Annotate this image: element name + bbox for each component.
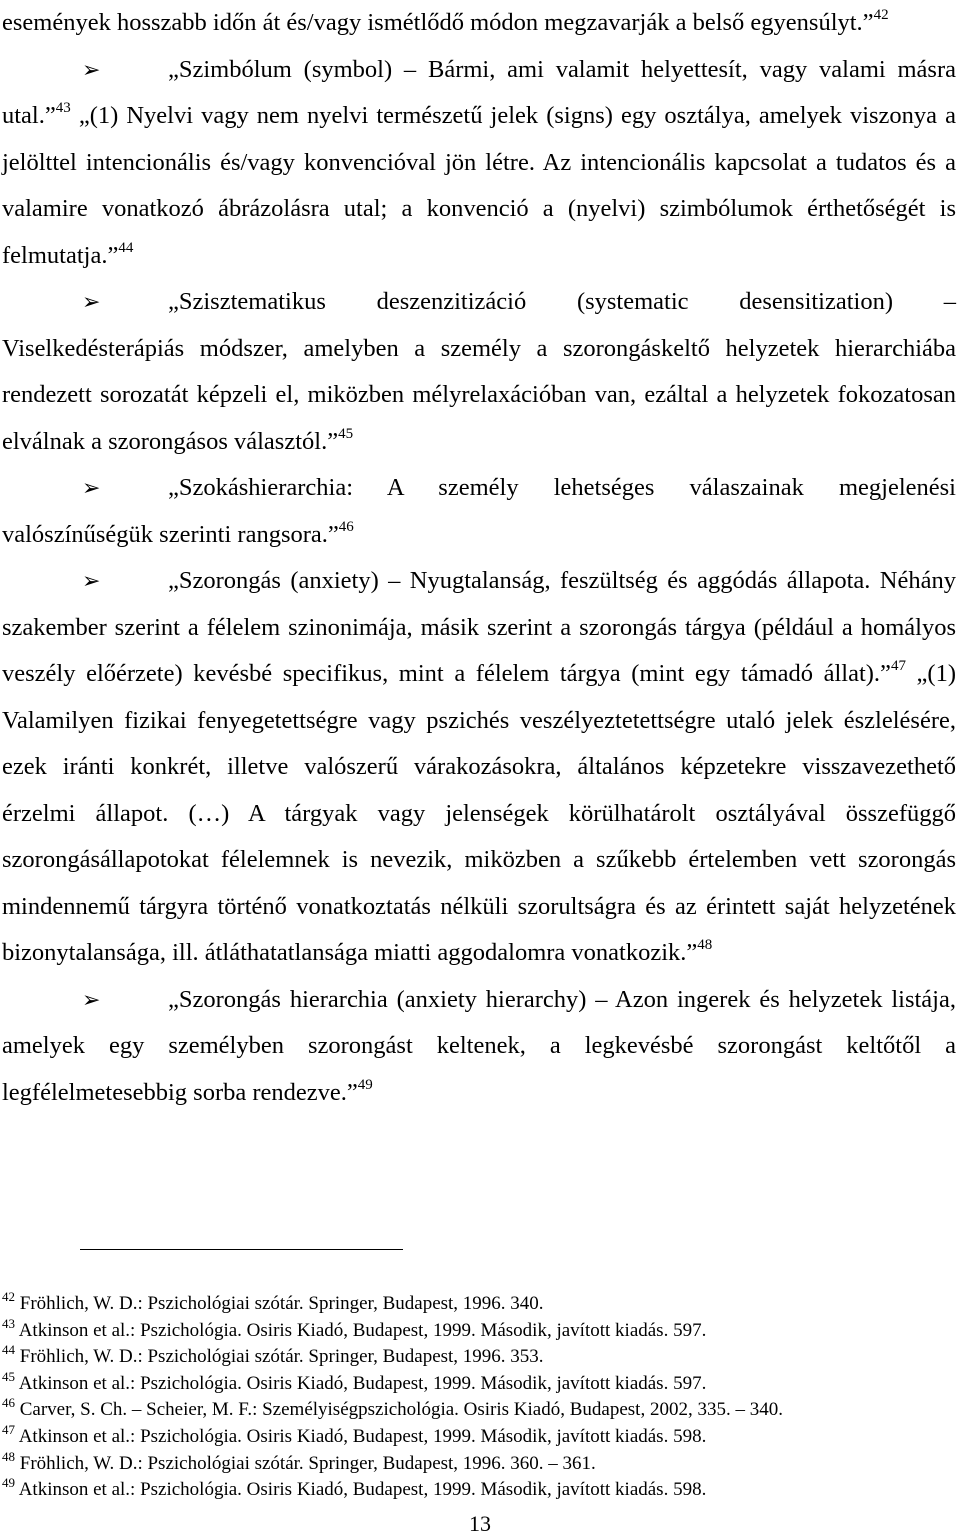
footnote-number: 43	[2, 1315, 15, 1331]
entry-text: „Szorongás (anxiety) – Nyugtalanság, feszültség és aggódás állapota. Néhány szakember szerint a félelem szinonimája, másik szerint a szorongás tárgya (például a homályos veszély előérzete) kevésbé specifikus, mint a félelem tárgya (mint egy támadó állat).”	[2, 567, 956, 687]
footnote	[2, 1291, 952, 1318]
footnote-text: Fröhlich, W. D.: Pszichológiai szótár. Springer, Budapest, 1996. 353.	[19, 1346, 544, 1368]
entry-text: „Szokáshierarchia: A személy lehetséges válaszainak megjelenési valószínűségük szerinti rangsora.”	[2, 474, 956, 548]
footnote-number: 48	[2, 1448, 15, 1464]
footnote-text: Atkinson et al.: Pszichológia. Osiris Kiadó, Budapest, 1999. Második, javított kiadás. 598.	[18, 1479, 707, 1501]
arrowhead-bullet-icon: ➢	[82, 56, 101, 82]
footnote-text: Atkinson et al.: Pszichológia. Osiris Kiadó, Budapest, 1999. Második, javított kiadás. 597.	[18, 1319, 707, 1341]
arrowhead-bullet-icon: ➢	[82, 289, 101, 314]
page-number: 13	[469, 1511, 491, 1536]
arrowhead-bullet-icon: ➢	[82, 475, 101, 500]
footnote-number: 42	[2, 1289, 15, 1304]
entry-text: „Szisztematikus deszenzitizáció (systematic desensitization) – Viselkedésterápiás módszer, amelyben a személy a szorongáskeltő helyzetek hierarchiába rendezett sorozatát képzeli el, miközben mélyrelaxációban van, ezáltal a helyzetek fokozatosan elválnak a szorongásos választól.”	[2, 288, 956, 455]
entry-text: „(1) Nyelvi vagy nem nyelvi természetű jelek (signs) egy osztálya, amelyek viszonya a jelölttel intencionális és/vagy konvencióval jön létre. Az intencionális kapcsolat a tudatos és a valamire vonatkozó ábrázolásra utal; a konvenció a (nyelvi) szimbólumok érthetőségét is felmutatja.”	[2, 102, 956, 269]
footnote-text: Fröhlich, W. D.: Pszichológiai szótár. Springer, Budapest, 1996. 360. – 361.	[19, 1452, 596, 1474]
footnote	[2, 1344, 952, 1371]
footnote-text: Carver, S. Ch. – Scheier, M. F.: Személyiségpszichológia. Osiris Kiadó, Budapest, 2002, 335. – 340.	[19, 1399, 783, 1421]
footnote	[2, 1315, 952, 1345]
footnote-number: 46	[2, 1395, 15, 1411]
entry-text: „(1) Valamilyen fizikai fenyegetettségre vagy pszichés veszélyeztetettségre utaló jelek észlelésére, ezek iránti konkrét, illetve valószerű várakozásokra, általános képzetekre visszavezethető érzelmi állapot. (…) A tárgyak vagy jelenségek körülhatárolt osztályával összefüggő szorongásállapotokat félelemnek is nevezik, miközben a szűkebb értelemben vett szorongás mindennemű tárgyra történő vonatkoztatás nélküli szorultságra és az érintett saját helyzetének bizonytalansága, ill. átláthatatlansága miatti aggodalomra vonatkozik.”	[2, 660, 956, 966]
arrowhead-bullet-icon: ➢	[82, 986, 101, 1012]
glossary-entry-szimbolum	[2, 47, 956, 280]
glossary-entry-deszenzitizacio	[2, 279, 956, 465]
footnote-text: Atkinson et al.: Pszichológia. Osiris Kiadó, Budapest, 1999. Második, javított kiadás. 598.	[18, 1425, 707, 1447]
entry-text: „Szorongás hierarchia (anxiety hierarchy) – Azon ingerek és helyzetek listája, amelyek egy személyben szorongást keltenek, a legkevésbé szorongást keltőtől a legfélelmetesebbig sorba rendezve.”	[2, 985, 956, 1106]
entry-text: „Szimbólum (symbol) – Bármi, ami valamit helyettesít, vagy valami másra utal.”	[2, 55, 956, 129]
footnote-separator	[80, 1249, 403, 1250]
footnote-number: 44	[2, 1342, 15, 1358]
footnote	[2, 1368, 952, 1398]
footnote	[2, 1477, 952, 1504]
footnote-ref: 44	[118, 239, 134, 256]
footnote	[2, 1397, 952, 1424]
arrowhead-bullet-icon: ➢	[82, 568, 101, 593]
footnote-text: Fröhlich, W. D.: Pszichológiai szótár. Springer, Budapest, 1996. 340.	[19, 1293, 544, 1314]
footnote-number: 49	[2, 1475, 15, 1491]
intro-text: események hosszabb időn át és/vagy ismétlődő módon megzavarják a belső egyensúlyt.”	[2, 9, 874, 36]
footnote-text: Atkinson et al.: Pszichológia. Osiris Kiadó, Budapest, 1999. Második, javított kiadás. 597.	[18, 1372, 707, 1394]
intro-paragraph	[2, 0, 956, 47]
footnote-ref: 45	[338, 425, 354, 442]
body-text	[2, 0, 956, 1116]
glossary-entry-szokashierarchia	[2, 465, 956, 558]
footnote-ref: 49	[357, 1076, 373, 1093]
glossary-entry-szorongas-hierarchia	[2, 977, 956, 1117]
footnote-ref: 48	[697, 937, 713, 953]
footnote-number: 47	[2, 1421, 15, 1437]
footnote-ref: 43	[55, 100, 71, 116]
footnote-number: 45	[2, 1368, 15, 1384]
footnote	[2, 1448, 952, 1478]
footnote-ref: 46	[338, 518, 354, 535]
footnote-ref: 47	[890, 658, 906, 674]
footnotes	[2, 1291, 952, 1504]
footnote	[2, 1421, 952, 1451]
footnote-ref: 42	[873, 7, 889, 23]
glossary-entry-szorongas	[2, 558, 956, 977]
